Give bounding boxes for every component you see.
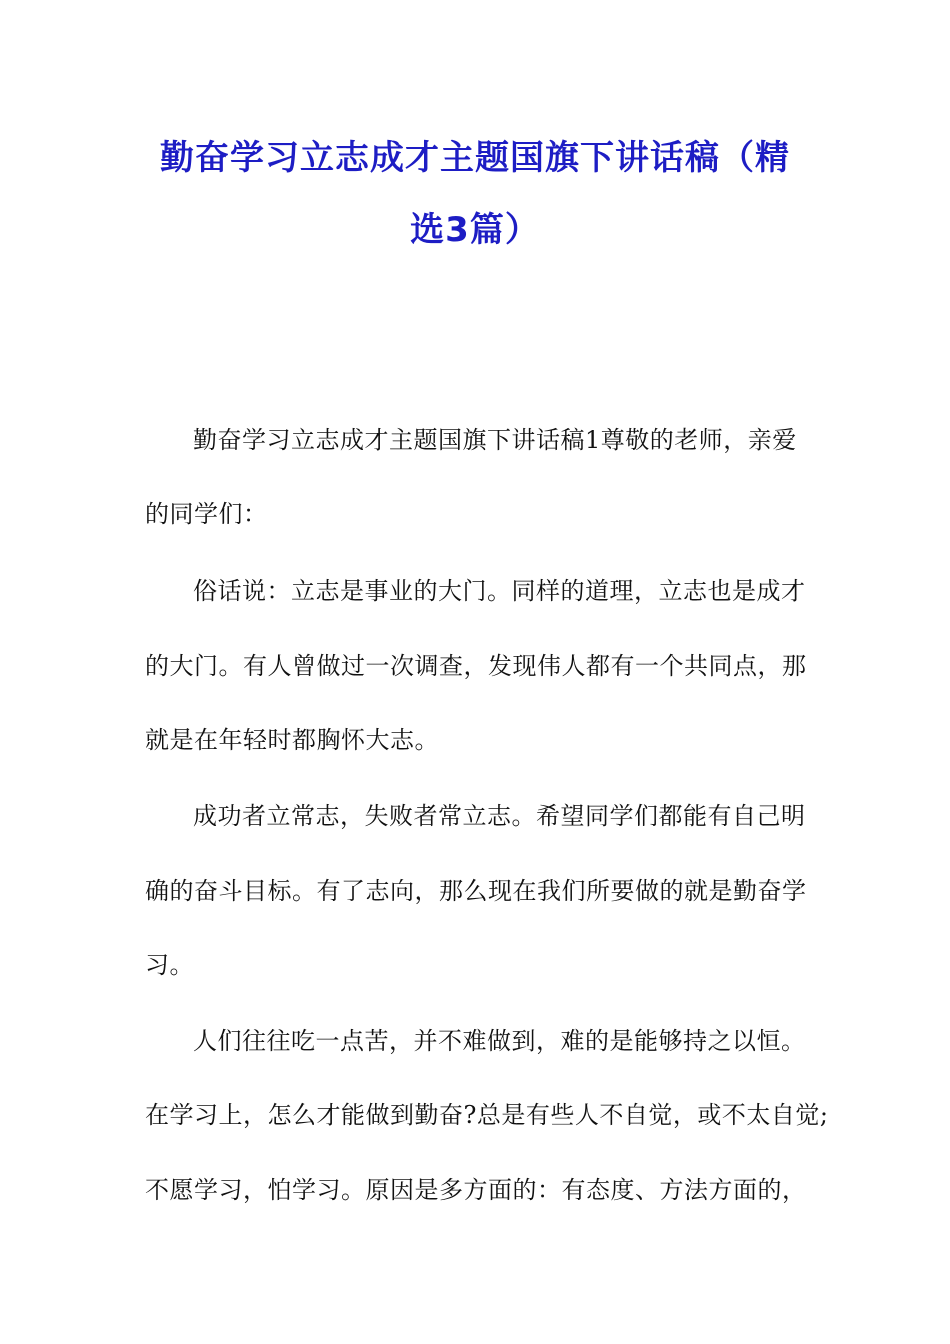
paragraph-line: 在学习上，怎么才能做到勤奋?总是有些人不自觉，或不太自觉; xyxy=(145,1101,829,1129)
paragraph-line: 人们往往吃一点苦，并不难做到，难的是能够持之以恒。 xyxy=(193,1027,806,1055)
paragraph-line: 确的奋斗目标。有了志向，那么现在我们所要做的就是勤奋学 xyxy=(145,877,807,905)
paragraph-line: 就是在年轻时都胸怀大志。 xyxy=(145,726,439,754)
document-title-line-2: 选3篇） xyxy=(410,210,540,250)
document-title-line-1: 勤奋学习立志成才主题国旗下讲话稿（精 xyxy=(160,138,790,178)
paragraph-line: 习。 xyxy=(145,951,194,979)
paragraph-line: 的大门。有人曾做过一次调查，发现伟人都有一个共同点，那 xyxy=(145,652,807,680)
paragraph-line: 成功者立常志，失败者常立志。希望同学们都能有自己明 xyxy=(193,802,806,830)
paragraph-line: 俗话说：立志是事业的大门。同样的道理，立志也是成才 xyxy=(193,577,806,605)
paragraph-line: 的同学们： xyxy=(145,500,268,528)
paragraph-line: 勤奋学习立志成才主题国旗下讲话稿1尊敬的老师，亲爱 xyxy=(193,426,797,454)
paragraph-line: 不愿学习，怕学习。原因是多方面的：有态度、方法方面的， xyxy=(145,1176,807,1204)
